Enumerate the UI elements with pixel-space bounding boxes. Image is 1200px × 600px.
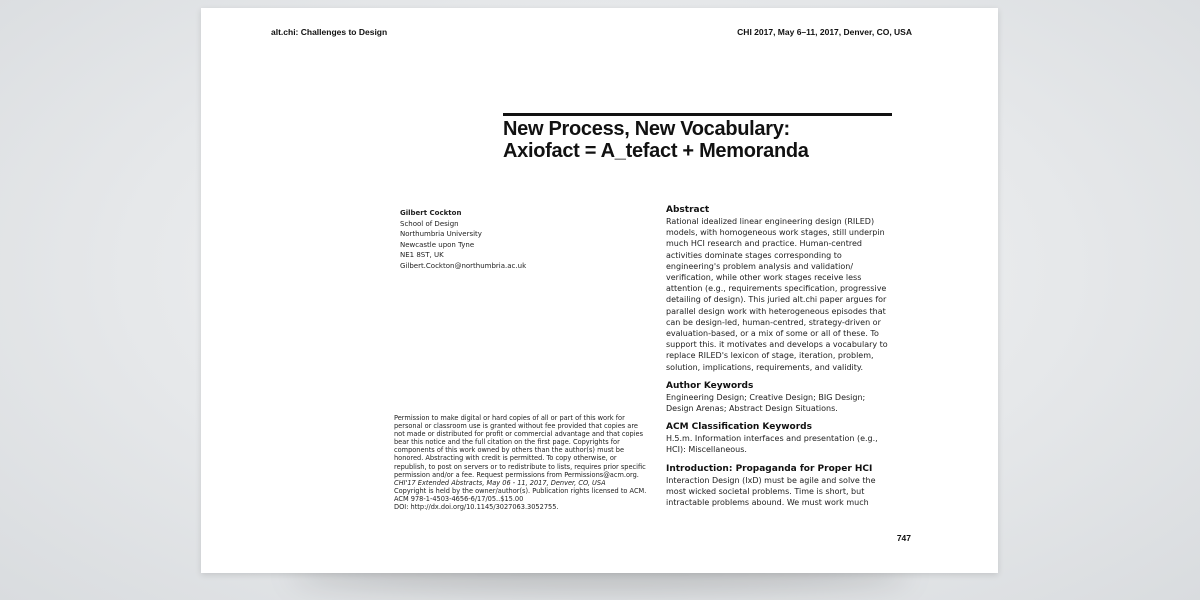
permission-block — [394, 414, 654, 511]
abstract-line: replace RILED's lexicon of stage, iteration, problem, — [666, 351, 874, 361]
abstract-line: detailing of design). This juried alt.chi paper argues for — [666, 295, 887, 305]
introduction-line: intractable problems abound. We must work much — [666, 498, 869, 508]
introduction-body — [666, 475, 906, 509]
copyright-line: Copyright is held by the owner/author(s). Publication rights licensed to ACM. — [394, 486, 647, 495]
classification-line: HCI): Miscellaneous. — [666, 445, 747, 455]
keywords-line: Design Arenas; Abstract Design Situations. — [666, 404, 838, 414]
introduction-line: Interaction Design (IxD) must be agile and solve the — [666, 475, 876, 485]
abstract-heading: Abstract — [666, 205, 710, 215]
permission-line: components of this work owned by others than the author(s) must be — [394, 446, 625, 455]
acm-classification-body — [666, 433, 906, 455]
abstract-body — [666, 216, 906, 373]
permission-line: not made or distributed for profit or commercial advantage and that copies — [394, 430, 644, 439]
title-rule — [503, 113, 892, 116]
author-block — [400, 208, 600, 271]
doi-line: DOI: http://dx.doi.org/10.1145/3027063.3052755. — [394, 503, 559, 512]
paper-title — [503, 118, 898, 162]
abstract-line: parallel design work with heterogeneous episodes that — [666, 306, 886, 316]
author-email: Gilbert.Cockton@northumbria.ac.uk — [400, 261, 527, 270]
author-keywords-heading: Author Keywords — [666, 380, 754, 391]
author-affiliation-line: Northumbria University — [400, 230, 482, 238]
running-header-right: CHI 2017, May 6–11, 2017, Denver, CO, USA — [737, 27, 912, 37]
abstract-line: activities dominate stages corresponding to — [666, 250, 842, 260]
abstract-line: verification, while other work stages receive less — [666, 273, 862, 283]
author-name: Gilbert Cockton — [400, 209, 462, 217]
venue-line: CHI'17 Extended Abstracts, May 06 - 11, 2017, Denver, CO, USA — [394, 478, 606, 487]
author-keywords-body — [666, 392, 906, 414]
permission-line: personal or classroom use is granted without fee provided that copies are — [394, 422, 638, 431]
right-column — [666, 205, 906, 516]
abstract-line: evaluation-based, or a mix of some or all of these. To — [666, 329, 879, 339]
abstract-line: attention (e.g., requirements specification, progressive — [666, 284, 887, 294]
author-affiliation-line: Newcastle upon Tyne — [400, 240, 475, 249]
permission-line: bear this notice and the full citation on the first page. Copyrights for — [394, 438, 620, 447]
abstract-line: models, with homogeneous work stages, still underpin — [666, 228, 885, 238]
abstract-line: support this. it motivates and develops a vocabulary to — [666, 340, 888, 350]
permission-line: republish, to post on servers or to redistribute to lists, requires prior specific — [394, 462, 646, 471]
abstract-line: solution, implications, requirements, and validity. — [666, 362, 864, 372]
paper-page — [201, 8, 998, 573]
abstract-line: much HCI research and practice. Human-centred — [666, 239, 862, 249]
classification-line: H.5.m. Information interfaces and presentation (e.g., — [666, 434, 878, 444]
abstract-line: engineering's problem analysis and validation/ — [666, 261, 854, 271]
author-affiliation-line: School of Design — [400, 219, 459, 228]
keywords-line: Engineering Design; Creative Design; BIG Design; — [666, 392, 866, 402]
running-header-left: alt.chi: Challenges to Design — [271, 27, 388, 37]
permission-line: honored. Abstracting with credit is permitted. To copy otherwise, or — [394, 454, 617, 463]
title-line: Axiofact = A_tefact + Memoranda — [503, 140, 809, 162]
introduction-line: most wicked societal problems. Time is short, but — [666, 486, 865, 496]
acm-classification-heading: ACM Classification Keywords — [666, 422, 812, 433]
permission-line: Permission to make digital or hard copies of all or part of this work for — [394, 414, 625, 422]
title-line: New Process, New Vocabulary: — [503, 118, 790, 140]
page-number: 747 — [896, 533, 911, 543]
permission-line: permission and/or a fee. Request permissions from Permissions@acm.org. — [394, 470, 639, 479]
abstract-line: can be design-led, human-centred, strategy-driven or — [666, 317, 881, 327]
isbn-line: ACM 978-1-4503-4656-6/17/05..$15.00 — [394, 494, 524, 503]
abstract-line: Rational idealized linear engineering design (RILED) — [666, 217, 875, 226]
author-affiliation-line: NE1 8ST, UK — [400, 251, 444, 259]
introduction-heading: Introduction: Propaganda for Proper HCI — [666, 463, 873, 474]
